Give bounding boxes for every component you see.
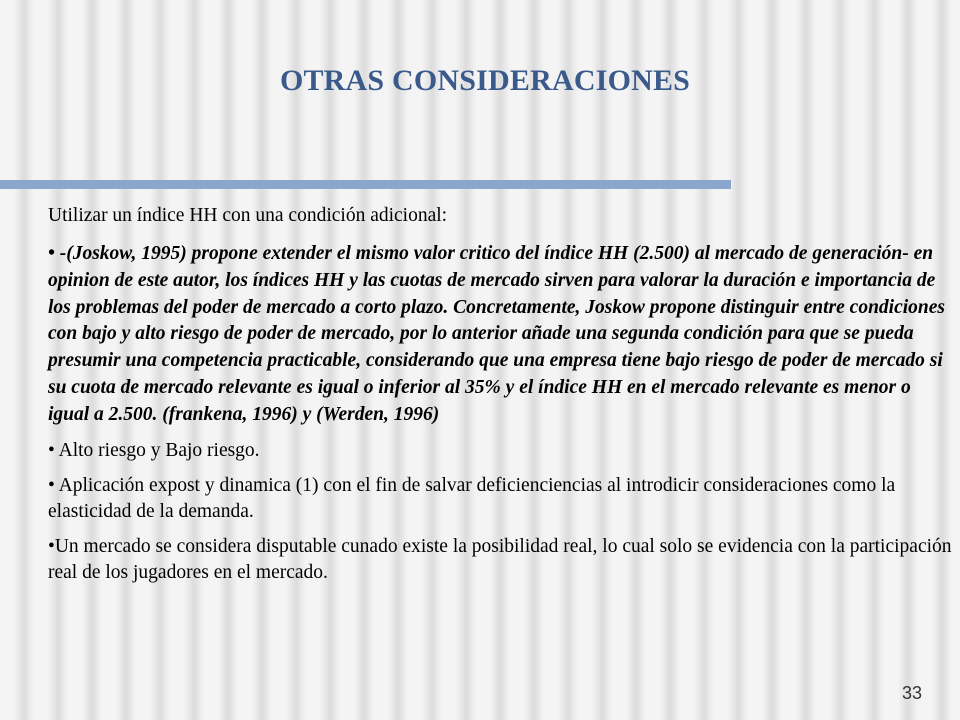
slide-title: OTRAS CONSIDERACIONES [279, 64, 691, 97]
bullet-aplicacion: • Aplicación expost y dinamica (1) con el fin de salvar deficienciencias al introdicir consideraciones como la elasticidad de la demanda. [48, 474, 896, 522]
bullet-mercado-disputable: •Un mercado se considera disputable cunado existe la posibilidad real, lo cual solo se evidencia con la participación real de los jugadores en el mercado. [48, 535, 952, 583]
slide-body [48, 203, 953, 595]
title-divider [0, 180, 731, 189]
intro-text: Utilizar un índice HH con una condición adicional: [48, 205, 448, 226]
page-number: 33 [902, 683, 923, 703]
bullet-riesgo: • Alto riesgo y Bajo riesgo. [48, 439, 260, 461]
bullet-joskow: • -(Joskow, 1995) propone extender el mismo valor critico del índice HH (2.500) al mercado de generación- en opinion de este autor, los índices HH y las cuotas de mercado sirven para valorar la duración e importancia de los problemas del poder de mercado a corto plazo. Concretamente, Joskow propone distinguir entre condiciones con bajo y alto riesgo de poder de mercado, por lo anterior añade una segunda condición para que se pueda presumir una competencia practicable, considerando que una empresa tiene bajo riesgo de poder de mercado si su cuota de mercado relevante es igual o inferior al 35% y el índice HH en el mercado relevante es menor o igual a 2.500. (frankena, 1996) y (Werden, 1996) [48, 243, 945, 425]
